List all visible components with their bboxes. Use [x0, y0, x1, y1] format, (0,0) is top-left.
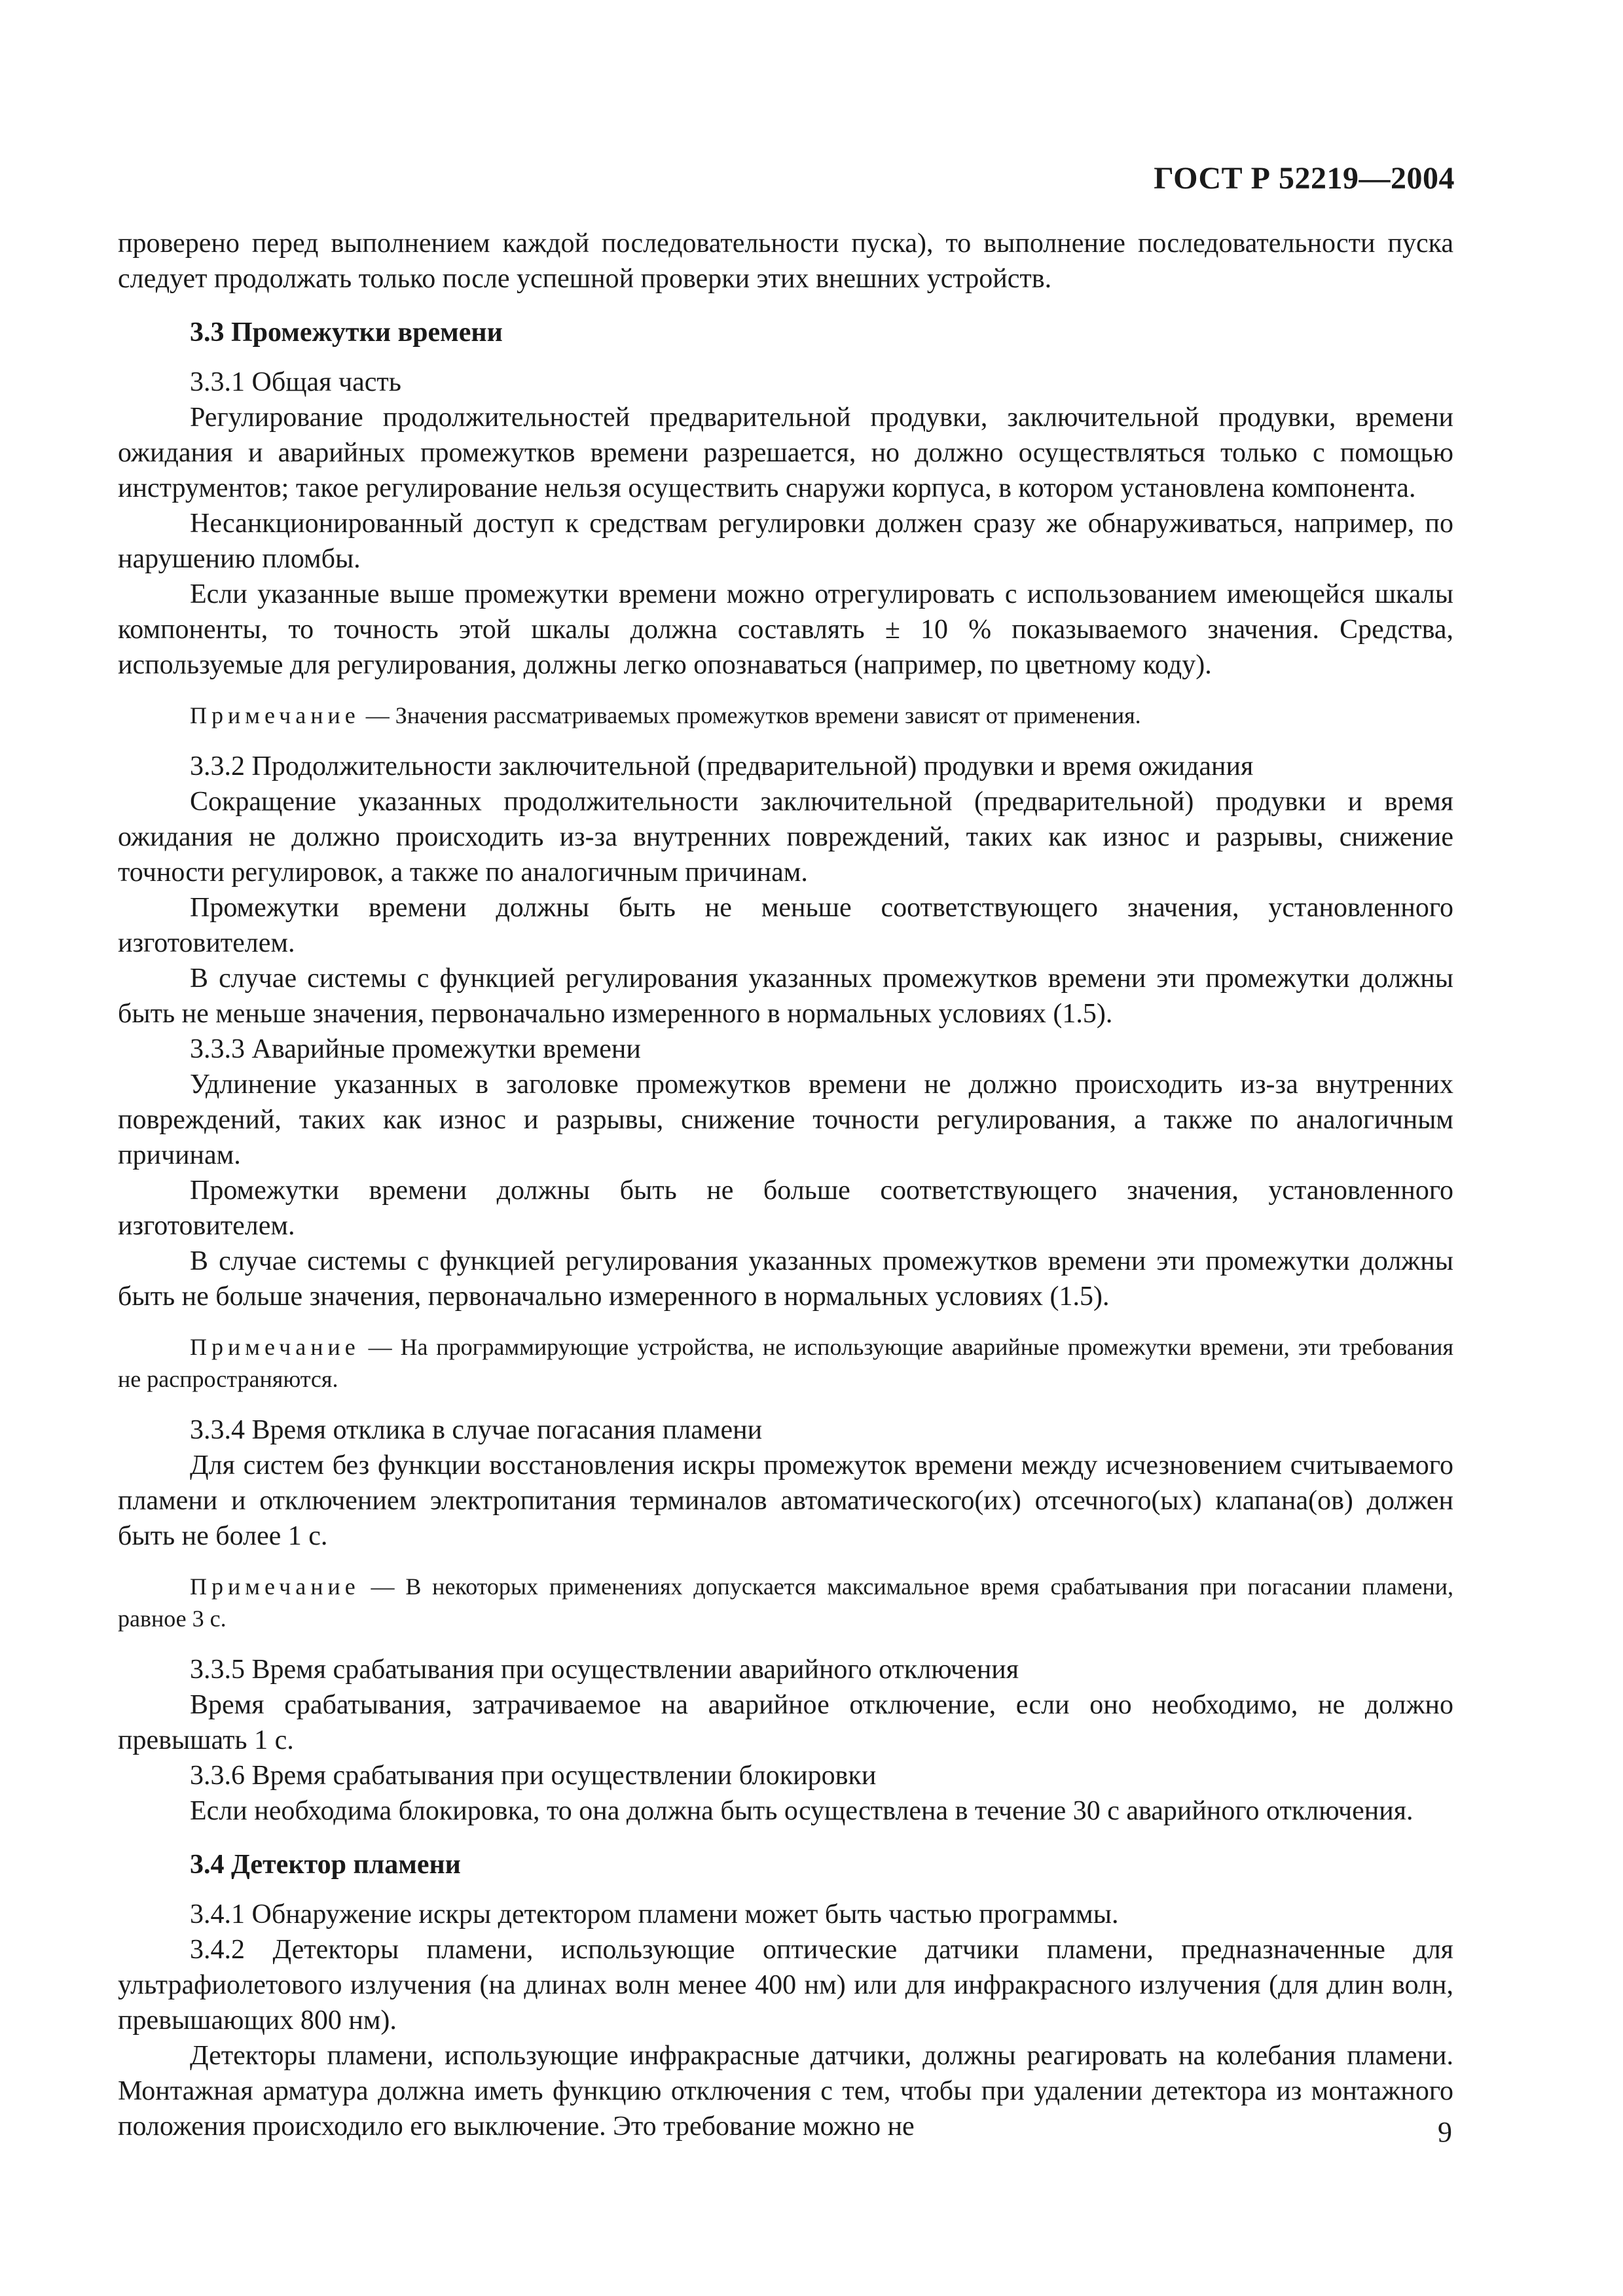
paragraph: Несанкционированный доступ к средствам регулировки должен сразу же обнаруживаться, например, по нарушению пломбы. [118, 509, 1453, 574]
paragraph: Для систем без функции восстановления искры промежуток времени между исчезновением считываемого пламени и отключением электропитания терминалов автоматического(их) отсечного(ых) клапана(ов) должен быть не более 1 с. [118, 1450, 1453, 1551]
subsection-3-3-1: 3.3.1 Общая часть [190, 367, 401, 397]
note-text: — В некоторых применениях допускается максимальное время срабатывания при погасании пламени, равное 3 с. [118, 1573, 1453, 1632]
paragraph: Удлинение указанных в заголовке промежутков времени не должно происходить из-за внутренних повреждений, таких как износ и разрывы, снижение точности регулирования, а также по аналогичным причинам. [118, 1069, 1453, 1170]
paragraph: проверено перед выполнением каждой последовательности пуска), то выполнение последовательности пуска следует продолжать только после успешной проверки этих внешних устройств. [118, 228, 1453, 294]
subsection-3-3-4: 3.3.4 Время отклика в случае погасания пламени [190, 1415, 763, 1445]
section-heading-3-3: 3.3 Промежутки времени [190, 317, 503, 348]
paragraph: Промежутки времени должны быть не меньше соответствующего значения, установленного изготовителем. [118, 893, 1453, 958]
paragraph: 3.4.2 Детекторы пламени, использующие оптические датчики пламени, предназначенные для ультрафиолетового излучения (на длинах волн менее 400 нм) или для инфракрасного излучения (для длин волн, превышающих 800 нм). [118, 1935, 1453, 2036]
paragraph: Промежутки времени должны быть не больше соответствующего значения, установленного изготовителем. [118, 1175, 1453, 1241]
paragraph: Если указанные выше промежутки времени можно отрегулировать с использованием имеющейся шкалы компоненты, то точность этой шкалы должна составлять ± 10 % показываемого значения. Средства, используемые для регулирования, должны легко опознаваться (например, по цветному коду). [118, 579, 1453, 680]
note [118, 1331, 1453, 1395]
paragraph: В случае системы с функцией регулирования указанных промежутков времени эти промежутки должны быть не больше значения, первоначально измеренного в нормальных условиях (1.5). [118, 1246, 1453, 1312]
paragraph: 3.4.1 Обнаружение искры детектором пламени может быть частью программы. [190, 1899, 1119, 1929]
note-label: Примечание [190, 1334, 360, 1360]
paragraph: Детекторы пламени, использующие инфракрасные датчики, должны реагировать на колебания пламени. Монтажная арматура должна иметь функцию отключения с тем, чтобы при удалении детектора из монтажного положения происходило его выключение. Это требование можно не [118, 2041, 1453, 2142]
paragraph: Время срабатывания, затрачиваемое на аварийное отключение, если оно необходимо, не должно превышать 1 с. [118, 1690, 1453, 1755]
paragraph: Сокращение указанных продолжительности заключительной (предварительной) продувки и время ожидания не должно происходить из-за внутренних повреждений, таких как износ и разрывы, снижение точности регулировок, а также по аналогичным причинам. [118, 787, 1453, 888]
document-code: ГОСТ Р 52219—2004 [1154, 161, 1455, 196]
note-text: — Значения рассматриваемых промежутков времени зависят от применения. [359, 702, 1141, 728]
paragraph: Регулирование продолжительностей предварительной продувки, заключительной продувки, времени ожидания и аварийных промежутков времени разрешается, но должно осуществляться только с помощью инструментов; такое регулирование нельзя осуществить снаружи корпуса, в котором установлена компонента. [118, 403, 1453, 503]
note [118, 1571, 1453, 1635]
subsection-3-3-5: 3.3.5 Время срабатывания при осуществлении аварийного отключения [190, 1655, 1019, 1685]
paragraph: Если необходима блокировка, то она должна быть осуществлена в течение 30 с аварийного отключения. [190, 1796, 1413, 1826]
subsection-3-3-2: 3.3.2 Продолжительности заключительной (предварительной) продувки и время ожидания [190, 751, 1254, 781]
page-number: 9 [1438, 2116, 1452, 2148]
note-label: Примечание [190, 1573, 360, 1600]
paragraph: В случае системы с функцией регулирования указанных промежутков времени эти промежутки должны быть не меньше значения, первоначально измеренного в нормальных условиях (1.5). [118, 963, 1453, 1029]
note-label: Примечание [190, 702, 360, 728]
note-text: — На программирующие устройства, не использующие аварийные промежутки времени, эти требования не распространяются. [118, 1334, 1453, 1392]
subsection-3-3-3: 3.3.3 Аварийные промежутки времени [190, 1034, 641, 1064]
note [118, 700, 1453, 732]
section-heading-3-4: 3.4 Детектор пламени [190, 1850, 461, 1880]
subsection-3-3-6: 3.3.6 Время срабатывания при осуществлении блокировки [190, 1761, 877, 1791]
document-body [118, 226, 1453, 2144]
